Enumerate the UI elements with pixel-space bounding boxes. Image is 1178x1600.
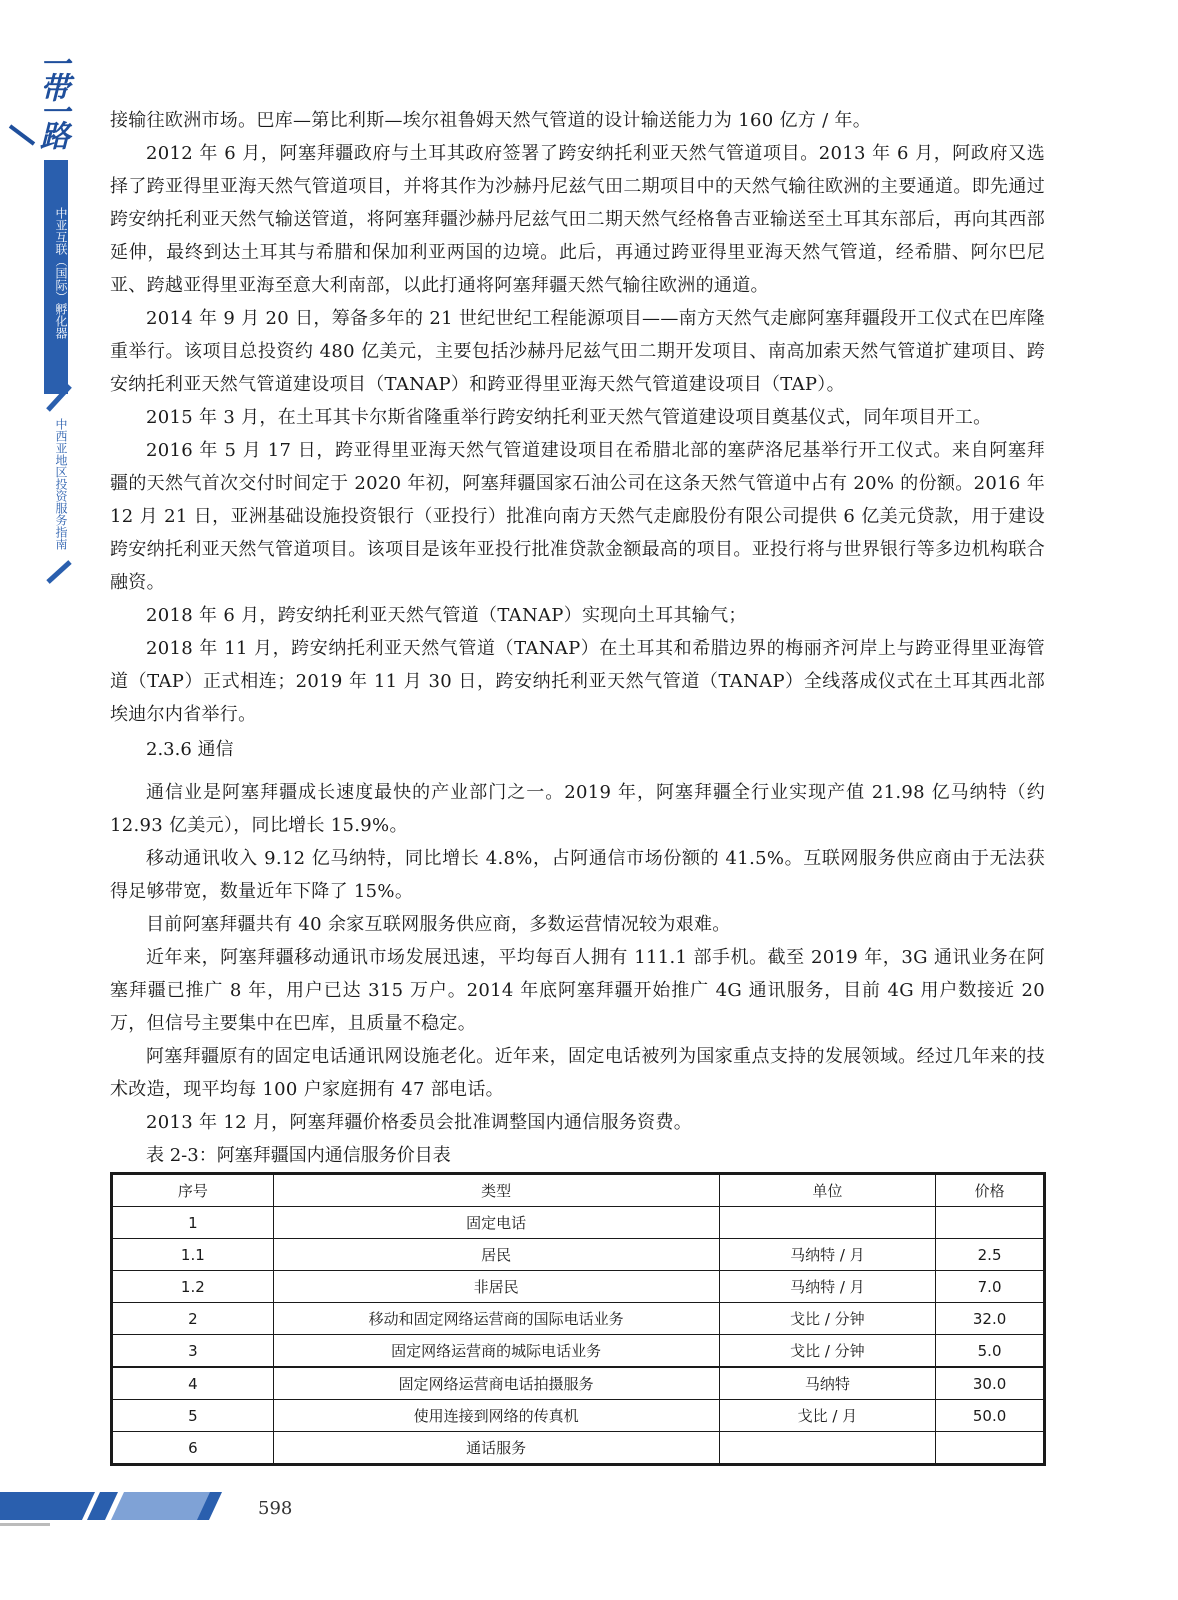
page-content: [110, 104, 1045, 1172]
cell-unit: 马纳特 / 月: [719, 1271, 936, 1303]
cell-unit: 戈比 / 月: [719, 1400, 936, 1432]
cell-type: 通话服务: [273, 1432, 719, 1465]
paragraph: 通信业是阿塞拜疆成长速度最快的产业部门之一。2019 年，阿塞拜疆全行业实现产值 21.98 亿马纳特（约 12.93 亿美元），同比增长 15.9%。: [110, 782, 1045, 836]
table-row: [112, 1207, 1045, 1239]
page-number: 598: [258, 1498, 293, 1519]
cell-unit: [719, 1207, 936, 1239]
cell-type: 使用连接到网络的传真机: [273, 1400, 719, 1432]
cell-number: 6: [112, 1432, 274, 1465]
cell-price: 50.0: [936, 1400, 1045, 1432]
logo-hook-icon: [8, 122, 38, 148]
paragraph: 2018 年 11 月，跨安纳托利亚天然气管道（TANAP）在土耳其和希腊边界的梅丽齐河岸上与跨亚得里亚海管道（TAP）正式相连；2019 年 11 月 30 日，跨安纳托利亚天然气管道（TANAP）全线落成仪式在土耳其西北部埃迪尔内省举行。: [110, 638, 1045, 725]
header-cell: 序号: [112, 1174, 274, 1207]
cell-price: 32.0: [936, 1303, 1045, 1335]
cell-number: 2: [112, 1303, 274, 1335]
paragraph: 2016 年 5 月 17 日，跨亚得里亚海天然气管道建设项目在希腊北部的塞萨洛尼基举行开工仪式。来自阿塞拜疆的天然气首次交付时间定于 2020 年初，阿塞拜疆国家石油公司在这条天然气管道中占有 20% 的份额。2016 年 12 月 21 日，亚洲基础设施投资银行（亚投行）批准向南方天然气走廊股份有限公司提供 6 亿美元贷款，用于建设跨安纳托利亚天然气管道项目。该项目是该年亚投行批准贷款金额最高的项目。亚投行将与世界银行等多边机构联合融资。: [110, 440, 1045, 593]
cell-number: 1.1: [112, 1239, 274, 1271]
cell-price: [936, 1432, 1045, 1465]
cell-number: 3: [112, 1335, 274, 1368]
paragraph: 2012 年 6 月，阿塞拜疆政府与土耳其政府签署了跨安纳托利亚天然气管道项目。2013 年 6 月，阿政府又选择了跨亚得里亚海天然气管道项目，并将其作为沙赫丹尼兹气田二期项目中的天然气输往欧洲的主要通道。即先通过跨安纳托利亚天然气输送管道，将阿塞拜疆沙赫丹尼兹气田二期天然气经格鲁吉亚输送至土耳其东部后，再向其西部延伸，最终到达土耳其与希腊和保加利亚两国的边境。此后，再通过跨亚得里亚海天然气管道，经希腊、阿尔巴尼亚、跨越亚得里亚海至意大利南部，以此打通将阿塞拜疆天然气输往欧洲的通道。: [110, 143, 1045, 296]
book-title: 中西亚地区投资服务指南: [54, 418, 68, 550]
price-table: [110, 1172, 1046, 1466]
cell-number: 5: [112, 1400, 274, 1432]
book-logo: [34, 48, 76, 144]
cell-unit: 马纳特: [719, 1367, 936, 1400]
paragraph: 2018 年 6 月，跨安纳托利亚天然气管道（TANAP）实现向土耳其输气；: [146, 605, 747, 626]
table-caption: 表 2-3：阿塞拜疆国内通信服务价目表: [146, 1145, 451, 1166]
paragraph: 近年来，阿塞拜疆移动通讯市场发展迅速，平均每百人拥有 111.1 部手机。截至 2019 年，3G 通讯业务在阿塞拜疆已推广 8 年，用户已达 315 万户。2014 年底阿塞拜疆开始推广 4G 通讯服务，目前 4G 用户数接近 20 万，但信号主要集中在巴库，且质量不稳定。: [110, 947, 1045, 1034]
cell-number: 1.2: [112, 1271, 274, 1303]
table-row: [112, 1239, 1045, 1271]
paragraph: 接输往欧洲市场。巴库—第比利斯—埃尔祖鲁姆天然气管道的设计输送能力为 160 亿方 / 年。: [110, 110, 872, 131]
cell-number: 1: [112, 1207, 274, 1239]
cell-unit: 戈比 / 分钟: [719, 1335, 936, 1368]
cell-price: 5.0: [936, 1335, 1045, 1368]
cell-type: 居民: [273, 1239, 719, 1271]
paragraph: 阿塞拜疆原有的固定电话通讯网设施老化。近年来，固定电话被列为国家重点支持的发展领域。经过几年来的技术改造，现平均每 100 户家庭拥有 47 部电话。: [110, 1046, 1045, 1100]
cell-unit: [719, 1432, 936, 1465]
cell-type: 非居民: [273, 1271, 719, 1303]
cell-type: 移动和固定网络运营商的国际电话业务: [273, 1303, 719, 1335]
cell-unit: 马纳特 / 月: [719, 1239, 936, 1271]
footer-stripes: [0, 1490, 230, 1530]
header-cell: 单位: [719, 1174, 936, 1207]
cell-number: 4: [112, 1367, 274, 1400]
series-title: 中亚互联（国际）孵化器: [54, 207, 68, 339]
cell-type: 固定电话: [273, 1207, 719, 1239]
table-row: [112, 1432, 1045, 1465]
cell-unit: 戈比 / 分钟: [719, 1303, 936, 1335]
paragraph: 目前阿塞拜疆共有 40 余家互联网服务供应商，多数运营情况较为艰难。: [146, 914, 731, 935]
table-row: [112, 1303, 1045, 1335]
table-row: [112, 1271, 1045, 1303]
table-row: [112, 1335, 1045, 1368]
cell-price: 7.0: [936, 1271, 1045, 1303]
section-heading: 2.3.6 通信: [146, 739, 234, 760]
cell-price: 30.0: [936, 1367, 1045, 1400]
cell-price: [936, 1207, 1045, 1239]
table-header-row: [112, 1174, 1045, 1207]
paragraph: 2013 年 12 月，阿塞拜疆价格委员会批准调整国内通信服务资费。: [146, 1112, 693, 1133]
cell-type: 固定网络运营商的城际电话业务: [273, 1335, 719, 1368]
logo-text: 一带一路: [34, 48, 69, 144]
paragraph: 2015 年 3 月，在土耳其卡尔斯省隆重举行跨安纳托利亚天然气管道建设项目奠基仪式，同年项目开工。: [146, 407, 992, 428]
cell-type: 固定网络运营商电话拍摄服务: [273, 1367, 719, 1400]
table-row: [112, 1367, 1045, 1400]
divider-slash-icon-2: [46, 560, 72, 586]
paragraph: 2014 年 9 月 20 日，筹备多年的 21 世纪世纪工程能源项目——南方天然气走廊阿塞拜疆段开工仪式在巴库隆重举行。该项目总投资约 480 亿美元，主要包括沙赫丹尼兹气田二期开发项目、南高加索天然气管道扩建项目、跨安纳托利亚天然气管道建设项目（TANAP）和跨亚得里亚海天然气管道建设项目（TAP）。: [110, 308, 1045, 395]
header-cell: 类型: [273, 1174, 719, 1207]
header-cell: 价格: [936, 1174, 1045, 1207]
paragraph: 移动通讯收入 9.12 亿马纳特，同比增长 4.8%，占阿通信市场份额的 41.5%。互联网服务供应商由于无法获得足够带宽，数量近年下降了 15%。: [110, 848, 1045, 902]
cell-price: 2.5: [936, 1239, 1045, 1271]
table-row: [112, 1400, 1045, 1432]
